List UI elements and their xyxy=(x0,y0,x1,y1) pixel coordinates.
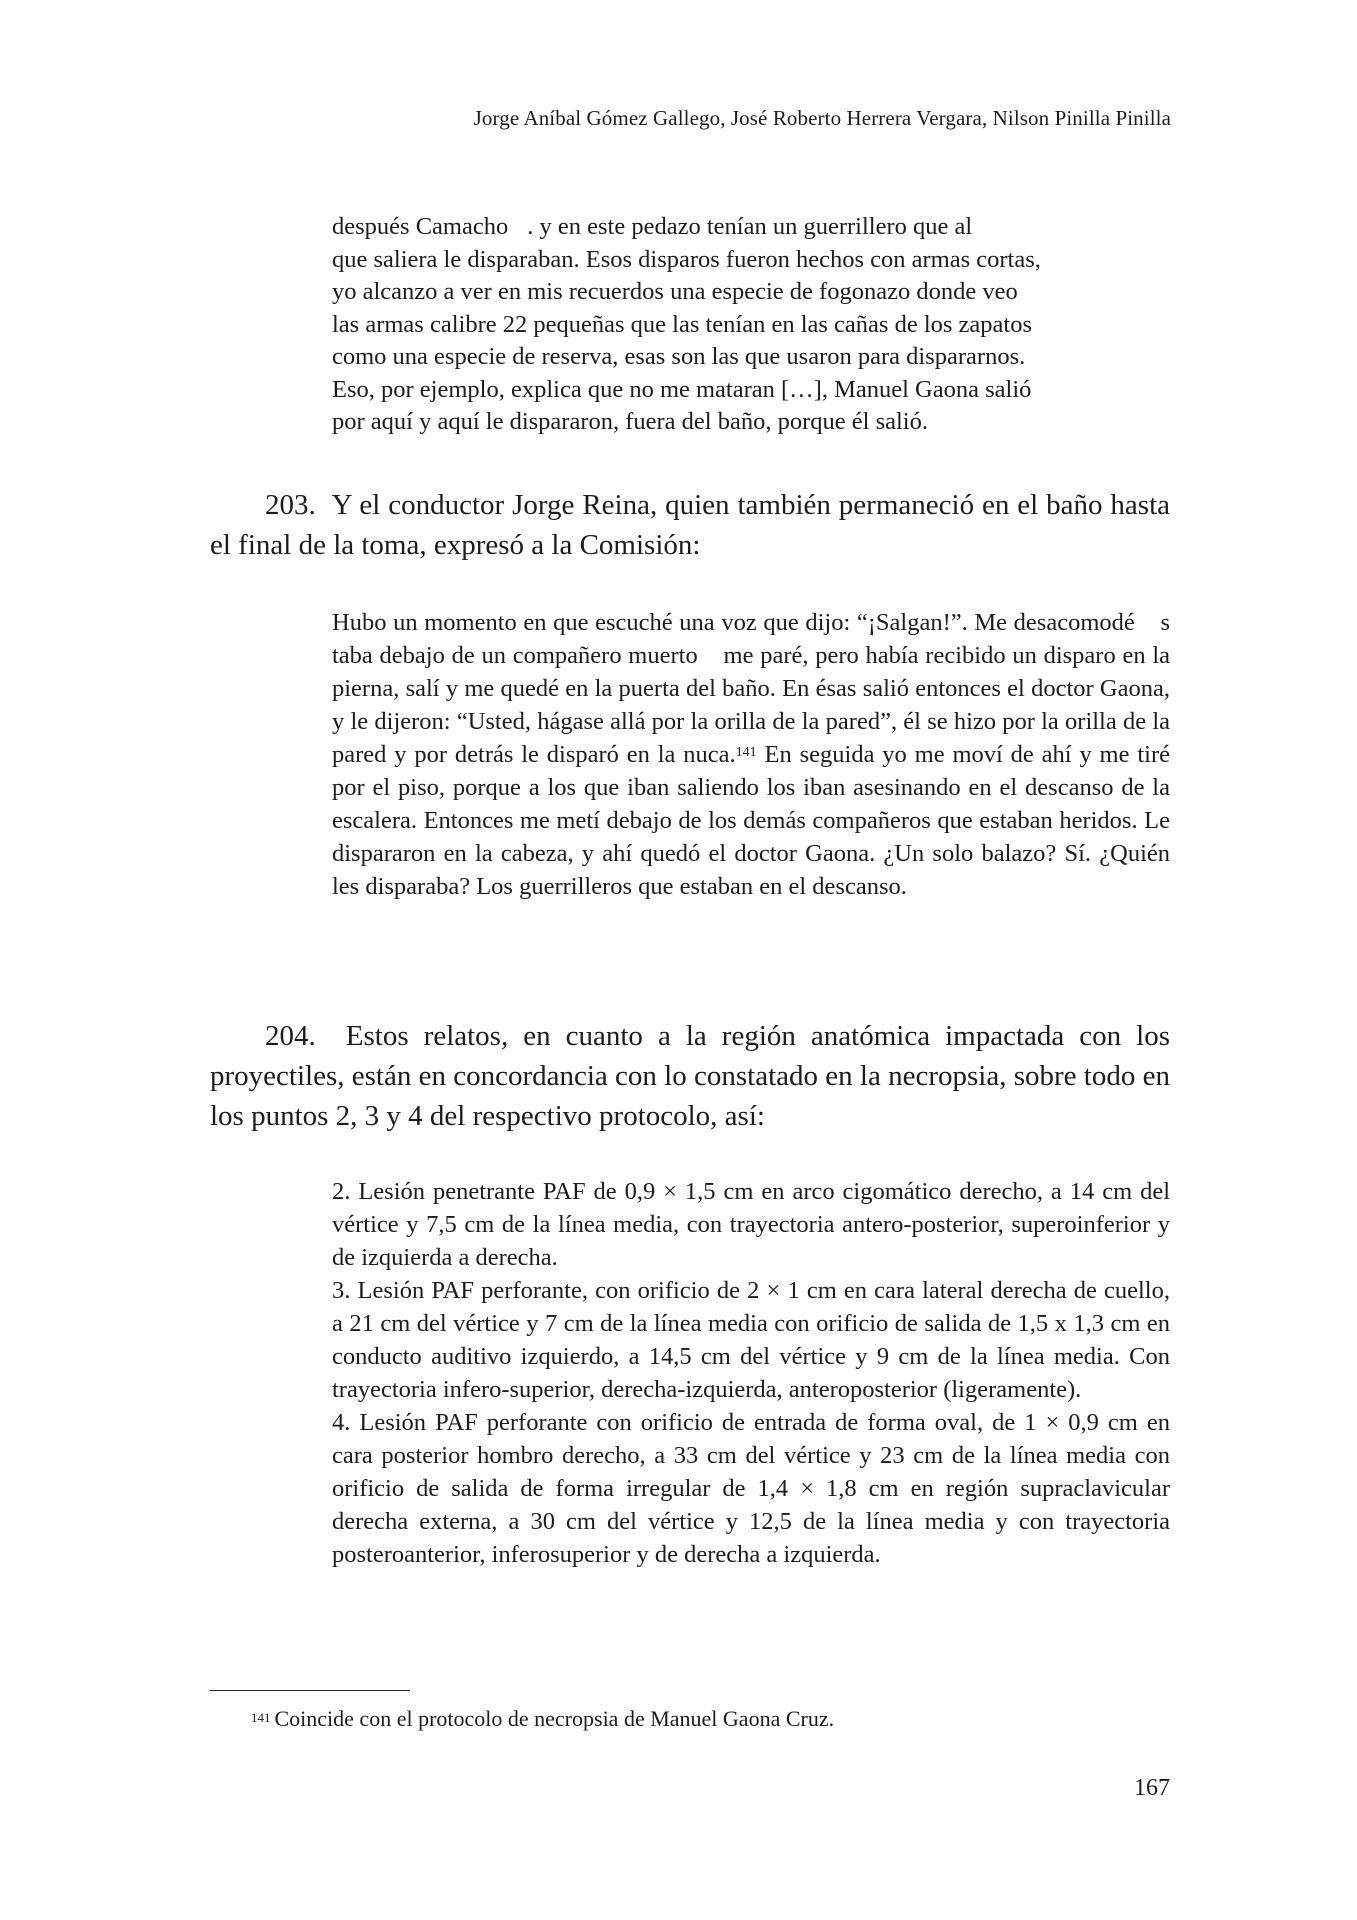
running-head: Jorge Aníbal Gómez Gallego, José Roberto Herrera Vergara, Nilson Pinilla Pinilla xyxy=(473,106,1171,130)
quote-line: por aquí y aquí le dispararon, fuera del baño, porque él salió. xyxy=(332,408,928,435)
autopsy-item-4: 4. Lesión PAF perforante con orificio de entrada de forma oval, de 1 × 0,9 cm en cara posterior hombro derecho, a 33 cm del vértice y 23 cm de la línea media con orificio de salida de forma irregular de 1,4 × 1,8 cm en región supraclavicular derecha externa, a 30 cm del vértice y 12,5 de la línea media y con trayectoria posteroanterior, inferosuperior y de derecha a izquierda. xyxy=(332,1409,1170,1568)
quote-block-1 xyxy=(332,211,1170,439)
paragraph-number: 204. xyxy=(265,1020,316,1052)
paragraph-204 xyxy=(210,1016,1170,1136)
quote-text: Hubo un momento en que escuché una voz que dijo: “¡Salgan!”. Me desacomodé  s taba debajo de un compañero muerto  me paré, pero había recibido un disparo en la pierna, salí y me quedé en la puerta del baño. En ésas salió entonces el doctor Gaona, y le dijeron: “Usted, hágase allá por la orilla de la pared”, él se hizo por la orilla de la pared y por detrás le disparó en la nuca. xyxy=(332,609,1170,768)
paragraph-number: 203. xyxy=(265,489,316,521)
paragraph-text: Y el conductor Jorge Reina, quien también permaneció en el baño hasta el final de la toma, expresó a la Comisión: xyxy=(210,489,1171,561)
quote-line: que saliera le disparaban. Esos disparos fueron hechos con armas cortas, xyxy=(332,245,1041,273)
footnote-text: Coincide con el protocolo de necropsia de Manuel Gaona Cruz. xyxy=(274,1706,835,1731)
footnote-mark: 141 xyxy=(251,1710,271,1725)
quote-block-2 xyxy=(332,606,1170,903)
quote-line: yo alcanzo a ver en mis recuerdos una especie de fogonazo donde veo xyxy=(332,278,1018,305)
quote-line: Eso, por ejemplo, explica que no me mataran […], Manuel Gaona salió xyxy=(332,375,1032,403)
quote-paragraph xyxy=(332,606,1170,903)
autopsy-item-3: 3. Lesión PAF perforante, con orificio de 2 × 1 cm en cara lateral derecha de cuello, a 21 cm del vértice y 7 cm de la línea media con orificio de salida de 1,5 x 1,3 cm en conducto auditivo izquierdo, a 14,5 cm del vértice y 9 cm de la línea media. Con trayectoria infero-superior, derecha-izquierda, anteroposterior (ligeramente). xyxy=(332,1277,1170,1403)
footnote xyxy=(251,1704,834,1734)
footnote-divider xyxy=(210,1690,410,1691)
page-number: 167 xyxy=(1134,1775,1170,1801)
quote-line: las armas calibre 22 pequeñas que las tenían en las cañas de los zapatos xyxy=(332,310,1033,338)
autopsy-item-2: 2. Lesión penetrante PAF de 0,9 × 1,5 cm en arco cigomático derecho, a 14 cm del vértice y 7,5 cm de la línea media, con trayectoria antero-posterior, superoinferior y de izquierda a derecha. xyxy=(332,1178,1170,1271)
paragraph-203 xyxy=(210,485,1170,565)
quote-line: como una especie de reserva, esas son las que usaron para dispararnos. xyxy=(332,343,1026,370)
quote-text-continued: En seguida yo me moví de ahí y me tiré por el piso, porque a los que iban saliendo los iban asesinando en el descanso de la escalera. Entonces me metí debajo de los demás compañeros que estaban heridos. Le dispararon en la cabeza, y ahí quedó el doctor Gaona. ¿Un solo balazo? Sí. ¿Quién les disparaba? Los guerrilleros que estaban en el descanso. xyxy=(332,741,1170,900)
footnote-reference: 141 xyxy=(735,745,757,760)
quote-block-3 xyxy=(332,1175,1170,1571)
paragraph-text: Estos relatos, en cuanto a la región anatómica impactada con los proyectiles, están en concordancia con lo constatado en la necropsia, sobre todo en los puntos 2, 3 y 4 del respectivo protocolo, así: xyxy=(210,1020,1170,1132)
quote-line: después Camacho . y en este pedazo tenían un guerrillero que al xyxy=(332,213,973,240)
